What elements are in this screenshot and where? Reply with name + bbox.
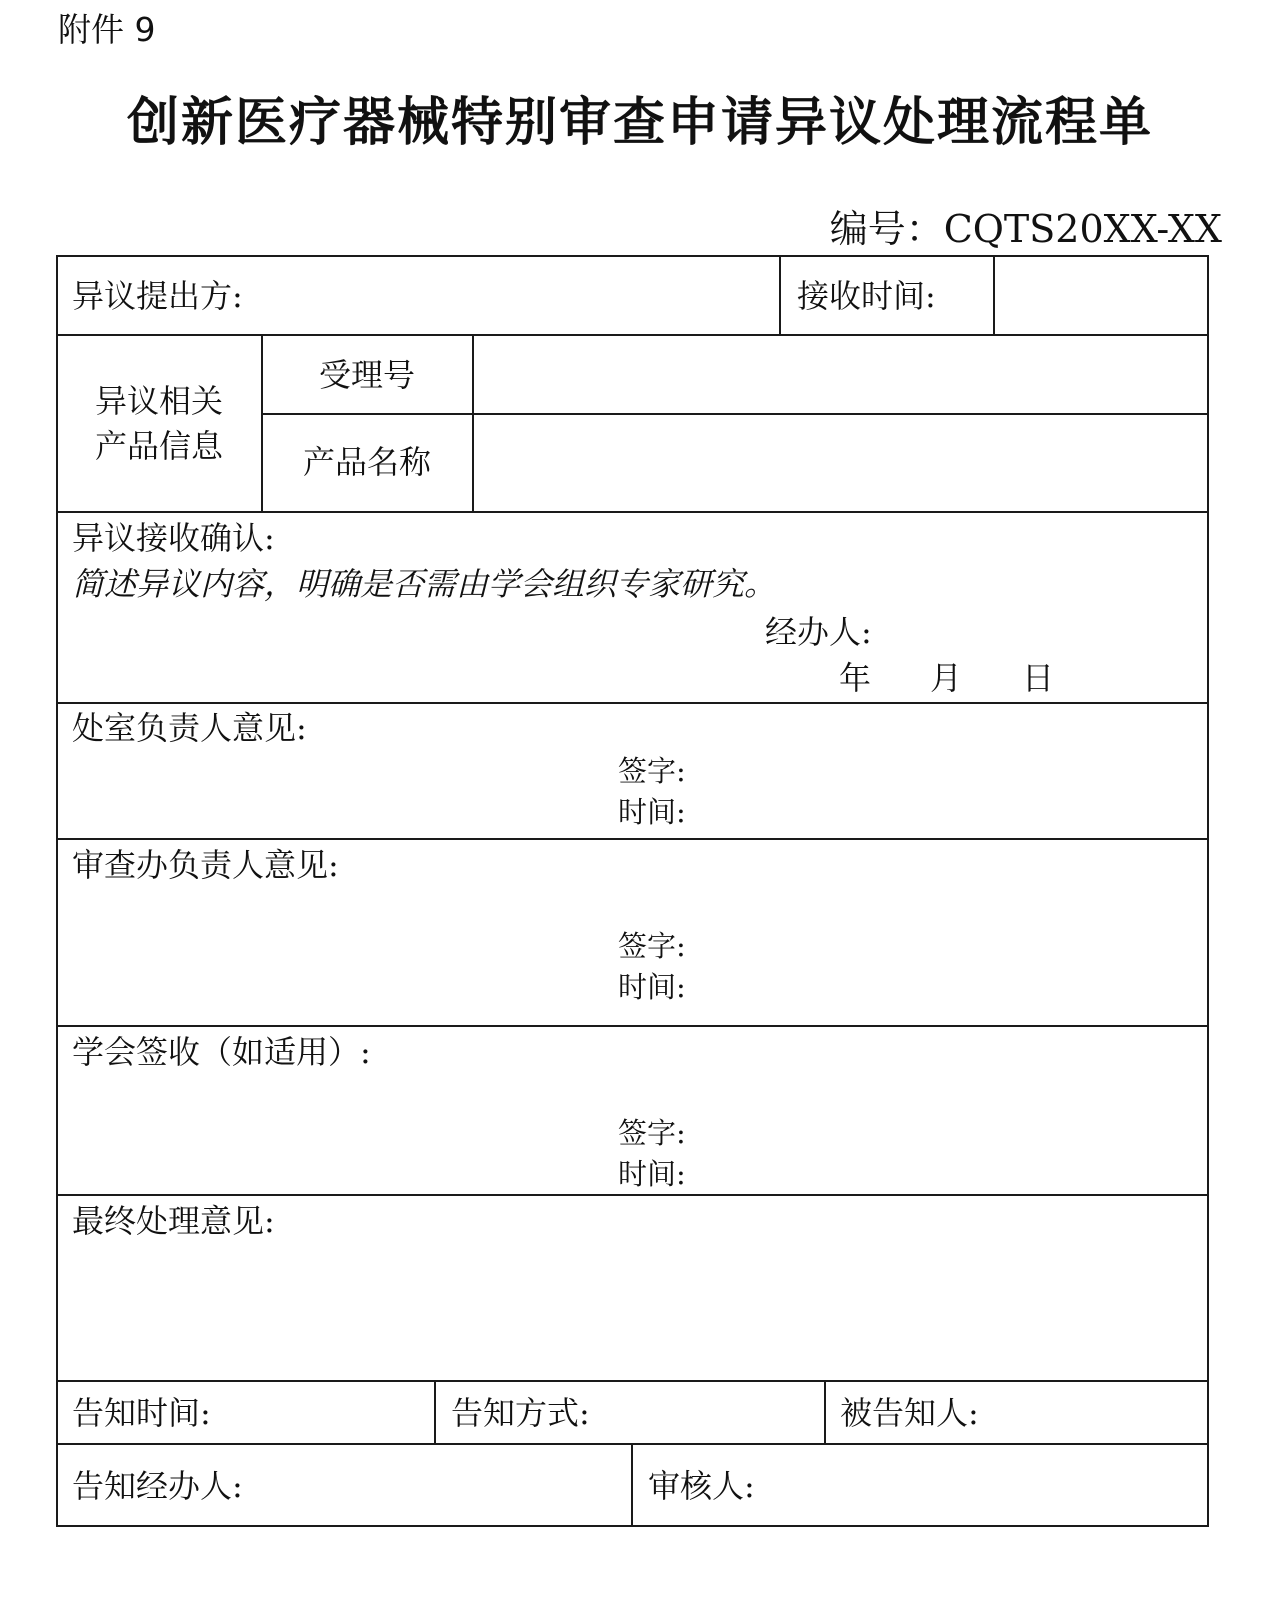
notify-handler-label: 告知经办人: [72, 1467, 243, 1505]
time-label: 时间: [618, 795, 686, 829]
row-divider [56, 838, 1209, 840]
society-sign-label: 学会签收（如适用）: [72, 1033, 371, 1071]
table-border-top [56, 255, 1209, 257]
sign-label: 签字: [618, 929, 686, 963]
product-name-label: 产品名称 [302, 443, 431, 481]
date-day: 日 [1022, 659, 1055, 697]
row-divider [56, 702, 1209, 704]
row-divider [56, 1380, 1209, 1382]
sign-label: 签字: [618, 754, 686, 788]
reviewer-label: 审核人: [648, 1467, 755, 1505]
col-divider [824, 1380, 826, 1445]
product-info-label-line1: 异议相关 [94, 382, 223, 420]
col-divider [779, 255, 781, 336]
receive-time-label: 接收时间: [797, 277, 936, 315]
row-divider [56, 511, 1209, 513]
col-divider [472, 334, 474, 513]
row-divider [56, 1194, 1209, 1196]
row-divider [56, 334, 1209, 336]
handler-label: 经办人: [765, 613, 872, 651]
col-divider [631, 1443, 633, 1527]
page-title: 创新医疗器械特别审查申请异议处理流程单 [126, 93, 1153, 153]
row-divider [262, 413, 1209, 415]
col-divider [993, 255, 995, 336]
dept-head-opinion-label: 处室负责人意见: [72, 709, 307, 747]
attachment-label: 附件 9 [58, 10, 156, 49]
final-opinion-label: 最终处理意见: [72, 1202, 275, 1240]
row-divider [56, 1025, 1209, 1027]
table-border-right [1207, 255, 1209, 1527]
date-month: 月 [930, 659, 963, 697]
acceptance-no-field[interactable] [475, 337, 1206, 412]
col-divider [434, 1380, 436, 1445]
sign-label: 签字: [618, 1116, 686, 1150]
product-name-field[interactable] [475, 416, 1206, 510]
notified-person-label: 被告知人: [840, 1394, 979, 1432]
receipt-confirm-hint: 简述异议内容，明确是否需由学会组织专家研究。 [72, 565, 777, 603]
receipt-confirm-label: 异议接收确认: [72, 519, 275, 557]
acceptance-no-label: 受理号 [318, 356, 415, 394]
objector-label: 异议提出方: [72, 277, 243, 315]
date-year: 年 [839, 659, 872, 697]
notify-method-label: 告知方式: [451, 1394, 590, 1432]
review-office-head-opinion-label: 审查办负责人意见: [72, 846, 339, 884]
time-label: 时间: [618, 1157, 686, 1191]
product-info-label-line2: 产品信息 [94, 427, 223, 465]
receive-time-field[interactable] [996, 258, 1206, 333]
notify-time-label: 告知时间: [72, 1394, 211, 1432]
time-label: 时间: [618, 970, 686, 1004]
document-number: 编号：CQTS20XX-XX [829, 207, 1222, 251]
